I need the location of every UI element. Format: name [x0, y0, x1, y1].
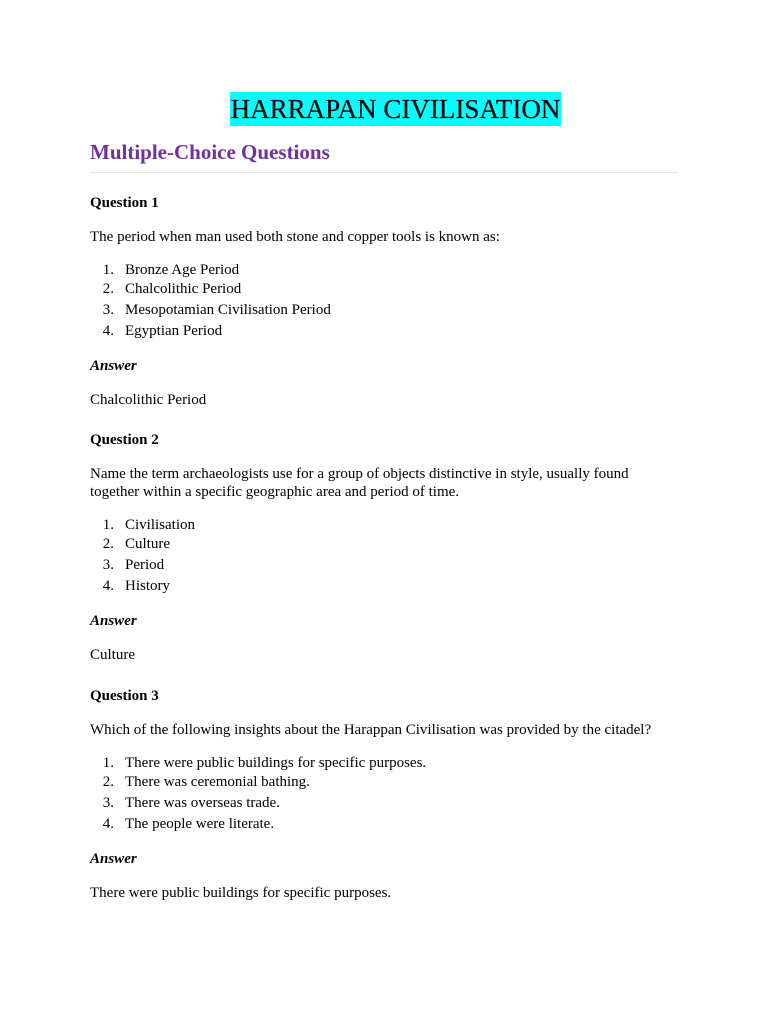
option-item [90, 516, 678, 534]
answer-text: There were public buildings for specific purposes. [90, 885, 392, 901]
option-label: History [125, 578, 170, 594]
question-block [90, 431, 678, 664]
question-text: Which of the following insights about the Harappan Civilisation was provided by the citadel? [90, 722, 652, 738]
option-number: 2. [102, 536, 114, 552]
option-label: Egyptian Period [125, 323, 223, 339]
question-block [90, 687, 678, 902]
option-item [90, 301, 678, 319]
option-item [90, 754, 678, 772]
option-item [90, 577, 678, 595]
option-item [90, 535, 678, 553]
option-label: Chalcolithic Period [125, 281, 242, 297]
option-item [90, 280, 678, 298]
option-item [90, 556, 678, 574]
document-page [90, 92, 678, 902]
option-number: 2. [102, 281, 114, 297]
answer-label: Answer [90, 613, 137, 629]
section-heading: Multiple-Choice Questions [90, 138, 678, 173]
option-label: The people were literate. [125, 816, 275, 832]
option-number: 3. [102, 795, 114, 811]
options-list [90, 754, 678, 833]
option-label: There were public buildings for specific purposes. [125, 755, 427, 771]
option-item [90, 773, 678, 791]
option-number: 3. [102, 302, 114, 318]
options-list [90, 516, 678, 595]
option-item [90, 322, 678, 340]
option-label: Bronze Age Period [125, 262, 240, 278]
option-label: Period [125, 557, 165, 573]
option-number: 1. [102, 262, 114, 278]
question-heading: Question 1 [90, 195, 159, 211]
question-heading: Question 2 [90, 432, 159, 448]
option-label: There was ceremonial bathing. [125, 774, 310, 790]
option-number: 1. [102, 755, 114, 771]
question-block [90, 194, 678, 409]
question-text: The period when man used both stone and copper tools is known as: [90, 229, 500, 245]
question-text: Name the term archaeologists use for a group of objects distinctive in style, usually found together within a specific geographic area and period of time. [90, 466, 629, 500]
option-number: 1. [102, 517, 114, 533]
option-item [90, 261, 678, 279]
answer-text: Chalcolithic Period [90, 392, 207, 408]
question-heading: Question 3 [90, 688, 159, 704]
option-label: Civilisation [125, 517, 196, 533]
option-label: There was overseas trade. [125, 795, 280, 811]
option-item [90, 794, 678, 812]
option-number: 4. [102, 578, 114, 594]
option-number: 3. [102, 557, 114, 573]
options-list [90, 261, 678, 340]
option-number: 2. [102, 774, 114, 790]
option-item [90, 815, 678, 833]
page-title: HARRAPAN CIVILISATION [230, 94, 561, 124]
option-label: Culture [125, 536, 170, 552]
option-number: 4. [102, 816, 114, 832]
option-number: 4. [102, 323, 114, 339]
answer-label: Answer [90, 358, 137, 374]
title-wrapper [113, 92, 678, 126]
option-label: Mesopotamian Civilisation Period [125, 302, 331, 318]
answer-label: Answer [90, 851, 137, 867]
answer-text: Culture [90, 647, 135, 663]
